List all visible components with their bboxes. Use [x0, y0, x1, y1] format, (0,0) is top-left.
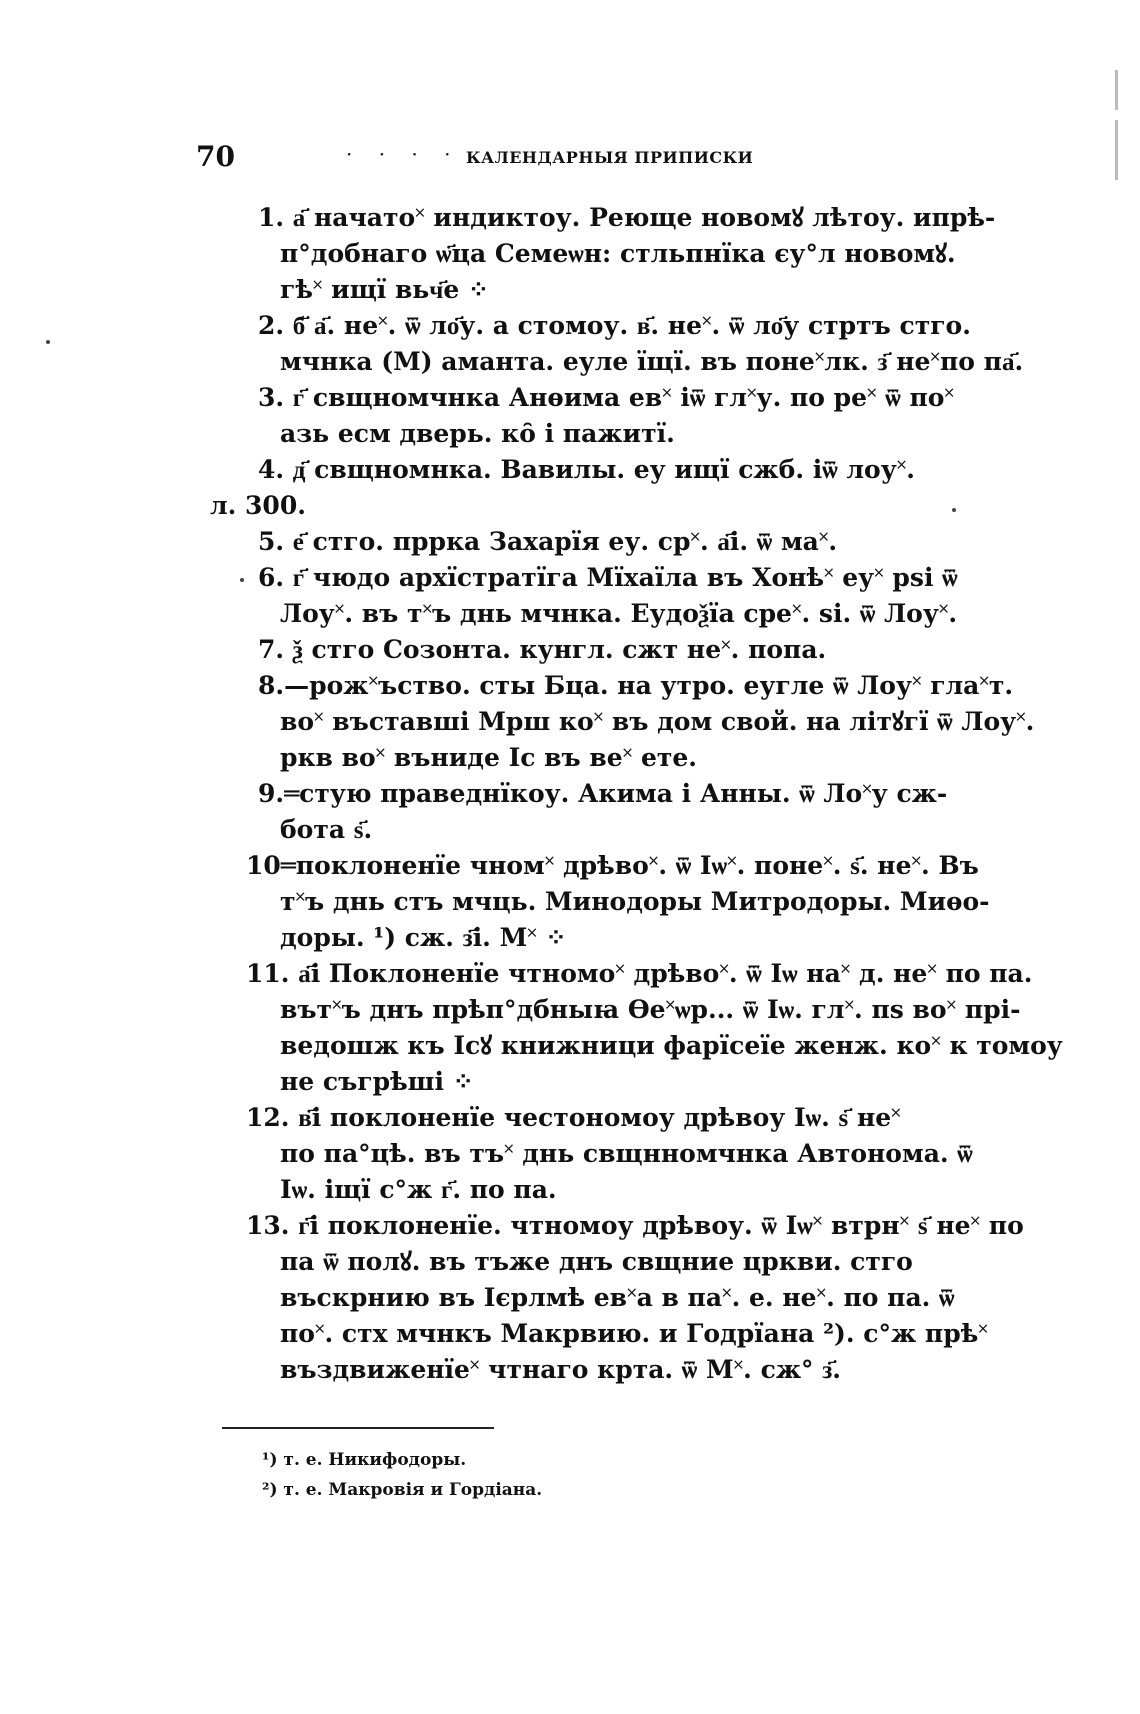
entry-line: 3. г҃ свщномчнка Анѳима ев˟ іѿ гл˟у. по ре˟ ѿ по˟ [258, 383, 954, 412]
entry-5 [210, 524, 1070, 560]
entry-line: 7. ѯ стго Созонта. кунгл. сжт не˟. попа. [258, 635, 827, 664]
entry-8 [210, 668, 1070, 776]
entry-line: 10═поклоненїе чном˟ дрѣво˟. ѿ Іѡ˟. поне˟. ѕ҃. не˟. Въ [246, 851, 979, 880]
entry-12 [210, 1100, 1070, 1208]
entry-line: по˟. стх мчнкъ Макрвию. и Годрїана ²). с°ж прѣ˟ [280, 1319, 988, 1348]
entry-line: въздвиженїе˟ чтнаго крта. ѿ М˟. сж° з҃. [280, 1355, 842, 1384]
entry-13 [210, 1208, 1070, 1388]
entry-line: по па°цѣ. въ тъ˟ днь свщнномчнка Автонома. ѿ [280, 1139, 973, 1168]
footnote-1: ¹) т. е. Никифодоры. [262, 1450, 467, 1470]
scan-speck [240, 578, 244, 582]
entry-line: азь есм дверь. ко̑ і пажитї. [280, 419, 675, 448]
calendar-entries [210, 200, 1070, 1388]
entry-line: доры. ¹) сж. з҃і. М˟ ⁘ [280, 923, 567, 952]
entry-9 [210, 776, 1070, 848]
entry-line: во˟ въставші Мрш ко˟ въ дом свой. на літꙋгї ѿ Лоу˟. [280, 707, 1035, 736]
entry-line: гѣ˟ ищї вьч҃е ⁘ [280, 275, 489, 304]
folio-marker [210, 488, 1070, 524]
entry-4 [210, 452, 1070, 488]
running-head: КАЛЕНДАРНЫЯ ПРИПИСКИ [466, 148, 754, 167]
leader-dots: · · · · [346, 142, 461, 166]
entry-line: Лоу˟. въ т˟ъ днь мчнка. Еудоѯїа сре˟. ѕі. ѿ Лоу˟. [280, 599, 958, 628]
entry-line: вът˟ъ днъ прѣп°дбныꙗ Ѳе˟ѡр... ѿ Іѡ. гл˟. пѕ во˟ прі- [280, 995, 1021, 1024]
entry-line: не съгрѣші ⁘ [280, 1067, 474, 1096]
entry-line: 5. е҃ стго. пррка Захарїя еу. ср˟. а҃і. ѿ ма˟. [258, 527, 838, 556]
footnote-2: ²) т. е. Макровія и Гордіана. [262, 1480, 543, 1500]
entry-line: 1. а҃ начато˟ индиктоу. Реюще новомꙋ лѣтоу. ипрѣ- [258, 203, 996, 232]
entry-line: 8.—рож˟ъство. сты Бца. на утро. еугле ѿ Лоу˟ гла˟т. [258, 671, 1014, 700]
entry-2 [210, 308, 1070, 380]
footnote-rule [222, 1427, 494, 1429]
footnotes [262, 1445, 962, 1505]
folio-number: л. 300. [210, 491, 306, 520]
entry-10 [210, 848, 1070, 956]
entry-line: ведошж къ Ісꙋ книжници фарїсеїе женж. ко˟ к томоу [280, 1031, 1063, 1060]
entry-line: п°добнаго ѡ҃ца Семеѡн: стльпнїка єу°л новомꙋ. [280, 239, 956, 268]
entry-6 [210, 560, 1070, 632]
entry-line: 2. б҃ а҃. не˟. ѿ ло҃у. а стомоу. в҃. не˟. ѿ ло҃у стртъ стго. [258, 311, 971, 340]
entry-line: мчнка (М) аманта. еуле їщї. въ поне˟лк. з҃ не˟по па҃. [280, 347, 1024, 376]
entry-line: 13. г҃і поклоненїе. чтномоу дрѣвоу. ѿ Іѡ˟ втрн˟ ѕ҃ не˟ по [246, 1211, 1024, 1240]
scan-speck [952, 508, 956, 512]
scan-speck [46, 340, 50, 344]
entry-line: ркв во˟ вънидe Іс въ ве˟ ете. [280, 743, 697, 772]
entry-line: 12. в҃і поклоненїе честономоу дрѣвоу Іѡ. ѕ҃ не˟ [246, 1103, 901, 1132]
entry-line: 9.═стую праведнїкоу. Акима і Анны. ѿ Ло˟у сж- [258, 779, 948, 808]
entry-line: 4. д҃ свщномнка. Вавилы. еу ищї сжб. іѿ лоу˟. [258, 455, 915, 484]
entry-line: па ѿ полꙋ. въ тъже днъ свщние цркви. стго [280, 1247, 913, 1276]
scan-edge-mark [1115, 120, 1118, 180]
scan-edge-mark [1115, 70, 1118, 110]
page-number: 70 [196, 140, 235, 173]
page-header [196, 140, 756, 180]
entry-11 [210, 956, 1070, 1100]
entry-line: 11. а҃і Поклоненїе чтномо˟ дрѣво˟. ѿ Іѡ на˟ д. не˟ по па. [246, 959, 1033, 988]
entry-line: 6. г҃ чюдо архїстратїга Мїхаїла въ Хонѣ˟ еу˟ рѕі ѿ [258, 563, 958, 592]
entry-7 [210, 632, 1070, 668]
entry-line: т˟ъ днь стъ мчць. Минодоры Митродоры. Миѳо- [280, 887, 990, 916]
entry-1 [210, 200, 1070, 308]
entry-line: въскрнию въ Ієрлмѣ ев˟а в па˟. е. не˟. по па. ѿ [280, 1283, 955, 1312]
entry-line: бота ѕ҃. [280, 815, 373, 844]
entry-3 [210, 380, 1070, 452]
entry-line: Іѡ. іщї с°ж г҃. по па. [280, 1175, 557, 1204]
